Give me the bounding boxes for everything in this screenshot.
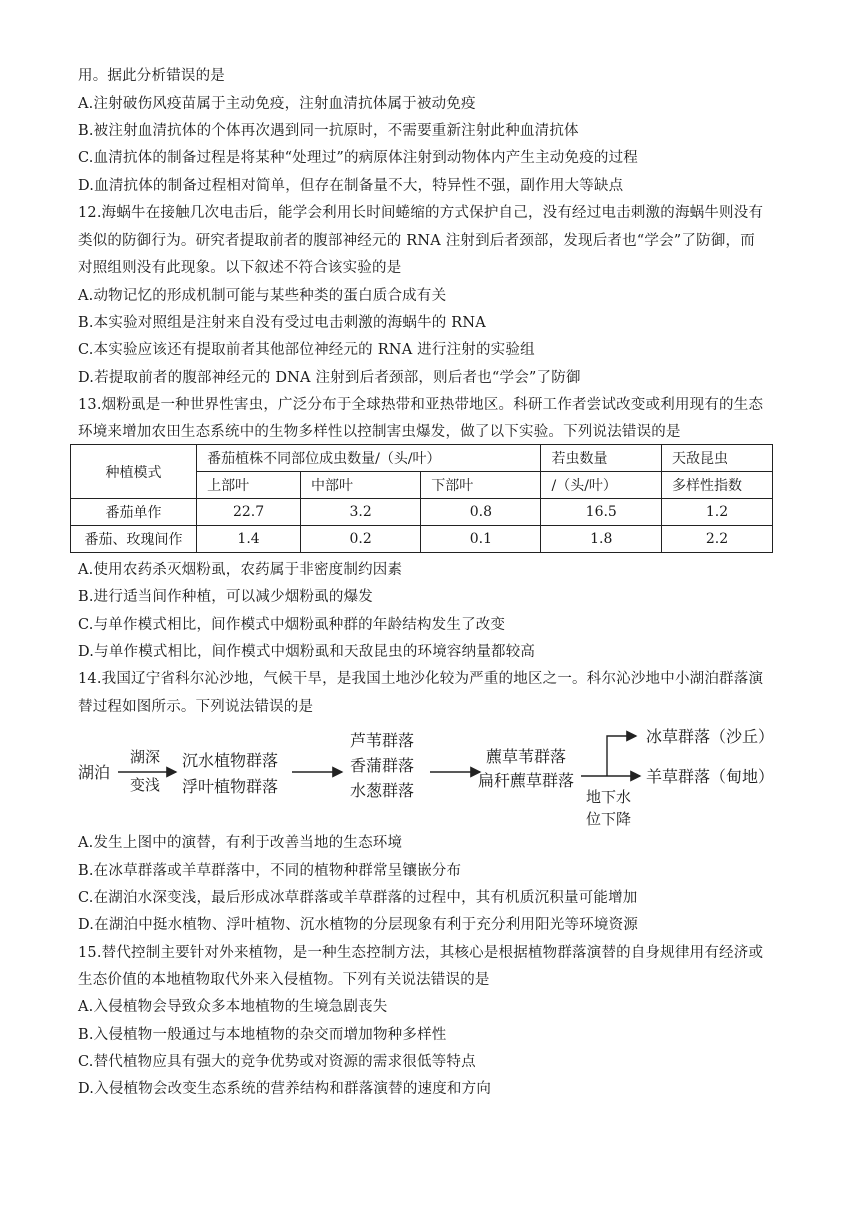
table-row — [71, 526, 773, 553]
question-15-stem-line2: 生态价值的本地植物取代外来入侵植物。下列有关说法错误的是 — [78, 972, 490, 988]
question-12-option-b: B.本实验对照组是注射来自没有受过电击刺激的海蜗牛的 RNA — [78, 315, 486, 331]
stage1-submerged: 沉水植物群落 — [182, 751, 279, 770]
cell-lower: 0.1 — [421, 526, 541, 553]
header-middle-leaf: 中部叶 — [301, 472, 421, 499]
cell-lower: 0.8 — [421, 499, 541, 526]
question-13-option-c: C.与单作模式相比，间作模式中烟粉虱种群的年龄结构发生了改变 — [78, 617, 506, 633]
question-12-option-d: D.若提取前者的腹部神经元的 DNA 注射到后者颈部，则后者也“学会”了防御 — [78, 370, 581, 386]
question-15-option-c: C.替代植物应具有强大的竞争优势或对资源的需求很低等特点 — [78, 1054, 476, 1070]
cell-middle: 3.2 — [301, 499, 421, 526]
header-adult-group: 番茄植株不同部位成虫数量/（头/叶） — [197, 445, 541, 472]
stage2-reed: 芦苇群落 — [350, 731, 415, 750]
header-enemy: 天敌昆虫 — [662, 445, 773, 472]
question-15-stem: 15.替代控制主要针对外来植物，是一种生态控制方法，其核心是根据植物群落演替的自身规律用有经济或 — [78, 945, 764, 961]
branch-label-groundwater: 地下水 — [586, 788, 632, 806]
cell-enemy: 1.2 — [662, 499, 773, 526]
header-mode: 种植模式 — [71, 445, 197, 499]
header-upper-leaf: 上部叶 — [197, 472, 301, 499]
stage3-scirpus-reed: 藨草苇群落 — [486, 747, 567, 766]
cell-nymph: 16.5 — [541, 499, 662, 526]
cell-mode: 番茄单作 — [71, 499, 197, 526]
question-15-option-d: D.入侵植物会改变生态系统的营养结构和群落演替的速度和方向 — [78, 1081, 492, 1097]
arrow1-label-bottom: 变浅 — [130, 776, 161, 794]
question-14-stem: 14.我国辽宁省科尔沁沙地，气候干旱，是我国土地沙化较为严重的地区之一。科尔沁沙地中小湖泊群落演 — [78, 671, 764, 687]
question-14-stem-line2: 替过程如图所示。下列说法错误的是 — [78, 699, 314, 715]
question-12-option-a: A.动物记忆的形成机制可能与某些种类的蛋白质合成有关 — [78, 288, 447, 304]
header-lower-leaf: 下部叶 — [421, 472, 541, 499]
end-leymus: 羊草群落（甸地） — [646, 767, 775, 786]
question-12-stem-line3: 对照组则没有此现象。以下叙述不符合该实验的是 — [78, 260, 402, 276]
cell-enemy: 2.2 — [662, 526, 773, 553]
branch-label-decline: 位下降 — [586, 810, 632, 828]
end-wheatgrass: 冰草群落（沙丘） — [646, 727, 775, 746]
arrow-branch-up — [607, 736, 636, 776]
header-enemy-index: 多样性指数 — [662, 472, 773, 499]
table-header-row — [71, 445, 773, 472]
lake-label: 湖泊 — [78, 763, 111, 782]
option-a: A.注射破伤风疫苗属于主动免疫，注射血清抗体属于被动免疫 — [78, 96, 476, 112]
stage3-scirpus: 扁秆藨草群落 — [478, 771, 575, 790]
question-14-option-c: C.在湖泊水深变浅，最后形成冰草群落或羊草群落的过程中，其有机质沉积量可能增加 — [78, 890, 638, 906]
header-nymph: 若虫数量 — [541, 445, 662, 472]
question-13-option-d: D.与单作模式相比，间作模式中烟粉虱和天敌昆虫的环境容纳量都较高 — [78, 644, 536, 660]
stage2-bulrush: 水葱群落 — [350, 781, 415, 800]
stage2-cattail: 香蒲群落 — [350, 756, 415, 775]
succession-diagram — [78, 716, 798, 841]
cell-upper: 1.4 — [197, 526, 301, 553]
question-14-option-d: D.在湖泊中挺水植物、浮叶植物、沉水植物的分层现象有利于充分利用阳光等环境资源 — [78, 917, 639, 933]
question-15-option-a: A.入侵植物会导致众多本地植物的生境急剧丧失 — [78, 999, 388, 1015]
cell-nymph: 1.8 — [541, 526, 662, 553]
question-15-option-b: B.入侵植物一般通过与本地植物的杂交而增加物种多样性 — [78, 1027, 447, 1043]
cell-middle: 0.2 — [301, 526, 421, 553]
option-c: C.血清抗体的制备过程是将某种“处理过”的病原体注射到动物体内产生主动免疫的过程 — [78, 150, 639, 166]
question-13-stem-line2: 环境来增加农田生态系统中的生物多样性以控制害虫爆发，做了以下实验。下列说法错误的是 — [78, 424, 681, 440]
stage1-floating: 浮叶植物群落 — [182, 777, 279, 796]
question-14-option-b: B.在冰草群落或羊草群落中，不同的植物种群常呈镶嵌分布 — [78, 863, 462, 879]
question-12-option-c: C.本实验应该还有提取前者其他部位神经元的 RNA 进行注射的实验组 — [78, 342, 535, 358]
question-13-option-a: A.使用农药杀灭烟粉虱，农药属于非密度制约因素 — [78, 562, 403, 578]
table-row — [71, 499, 773, 526]
question-14-option-a: A.发生上图中的演替，有利于改善当地的生态环境 — [78, 835, 403, 851]
option-d: D.血清抗体的制备过程相对简单，但存在制备量不大，特异性不强，副作用大等缺点 — [78, 178, 624, 194]
question-12-stem-line2: 类似的防御行为。研究者提取前者的腹部神经元的 RNA 注射到后者颈部，发现后者也“学会”了防御，而 — [78, 233, 755, 249]
question-13-stem: 13.烟粉虱是一种世界性害虫，广泛分布于全球热带和亚热带地区。科研工作者尝试改变或利用现有的生态 — [78, 397, 764, 413]
cell-upper: 22.7 — [197, 499, 301, 526]
question-13-option-b: B.进行适当间作种植，可以减少烟粉虱的爆发 — [78, 589, 373, 605]
pest-data-table — [70, 444, 773, 553]
cell-mode: 番茄、玫瑰间作 — [71, 526, 197, 553]
question-text: 用。据此分析错误的是 — [78, 68, 225, 84]
option-b: B.被注射血清抗体的个体再次遇到同一抗原时，不需要重新注射此种血清抗体 — [78, 123, 579, 139]
header-nymph-unit: /（头/叶） — [541, 472, 662, 499]
arrow1-label-top: 湖深 — [130, 748, 161, 766]
question-12-stem: 12.海蜗牛在接触几次电击后，能学会利用长时间蜷缩的方式保护自己，没有经过电击刺激的海蜗牛则没有 — [78, 205, 764, 221]
